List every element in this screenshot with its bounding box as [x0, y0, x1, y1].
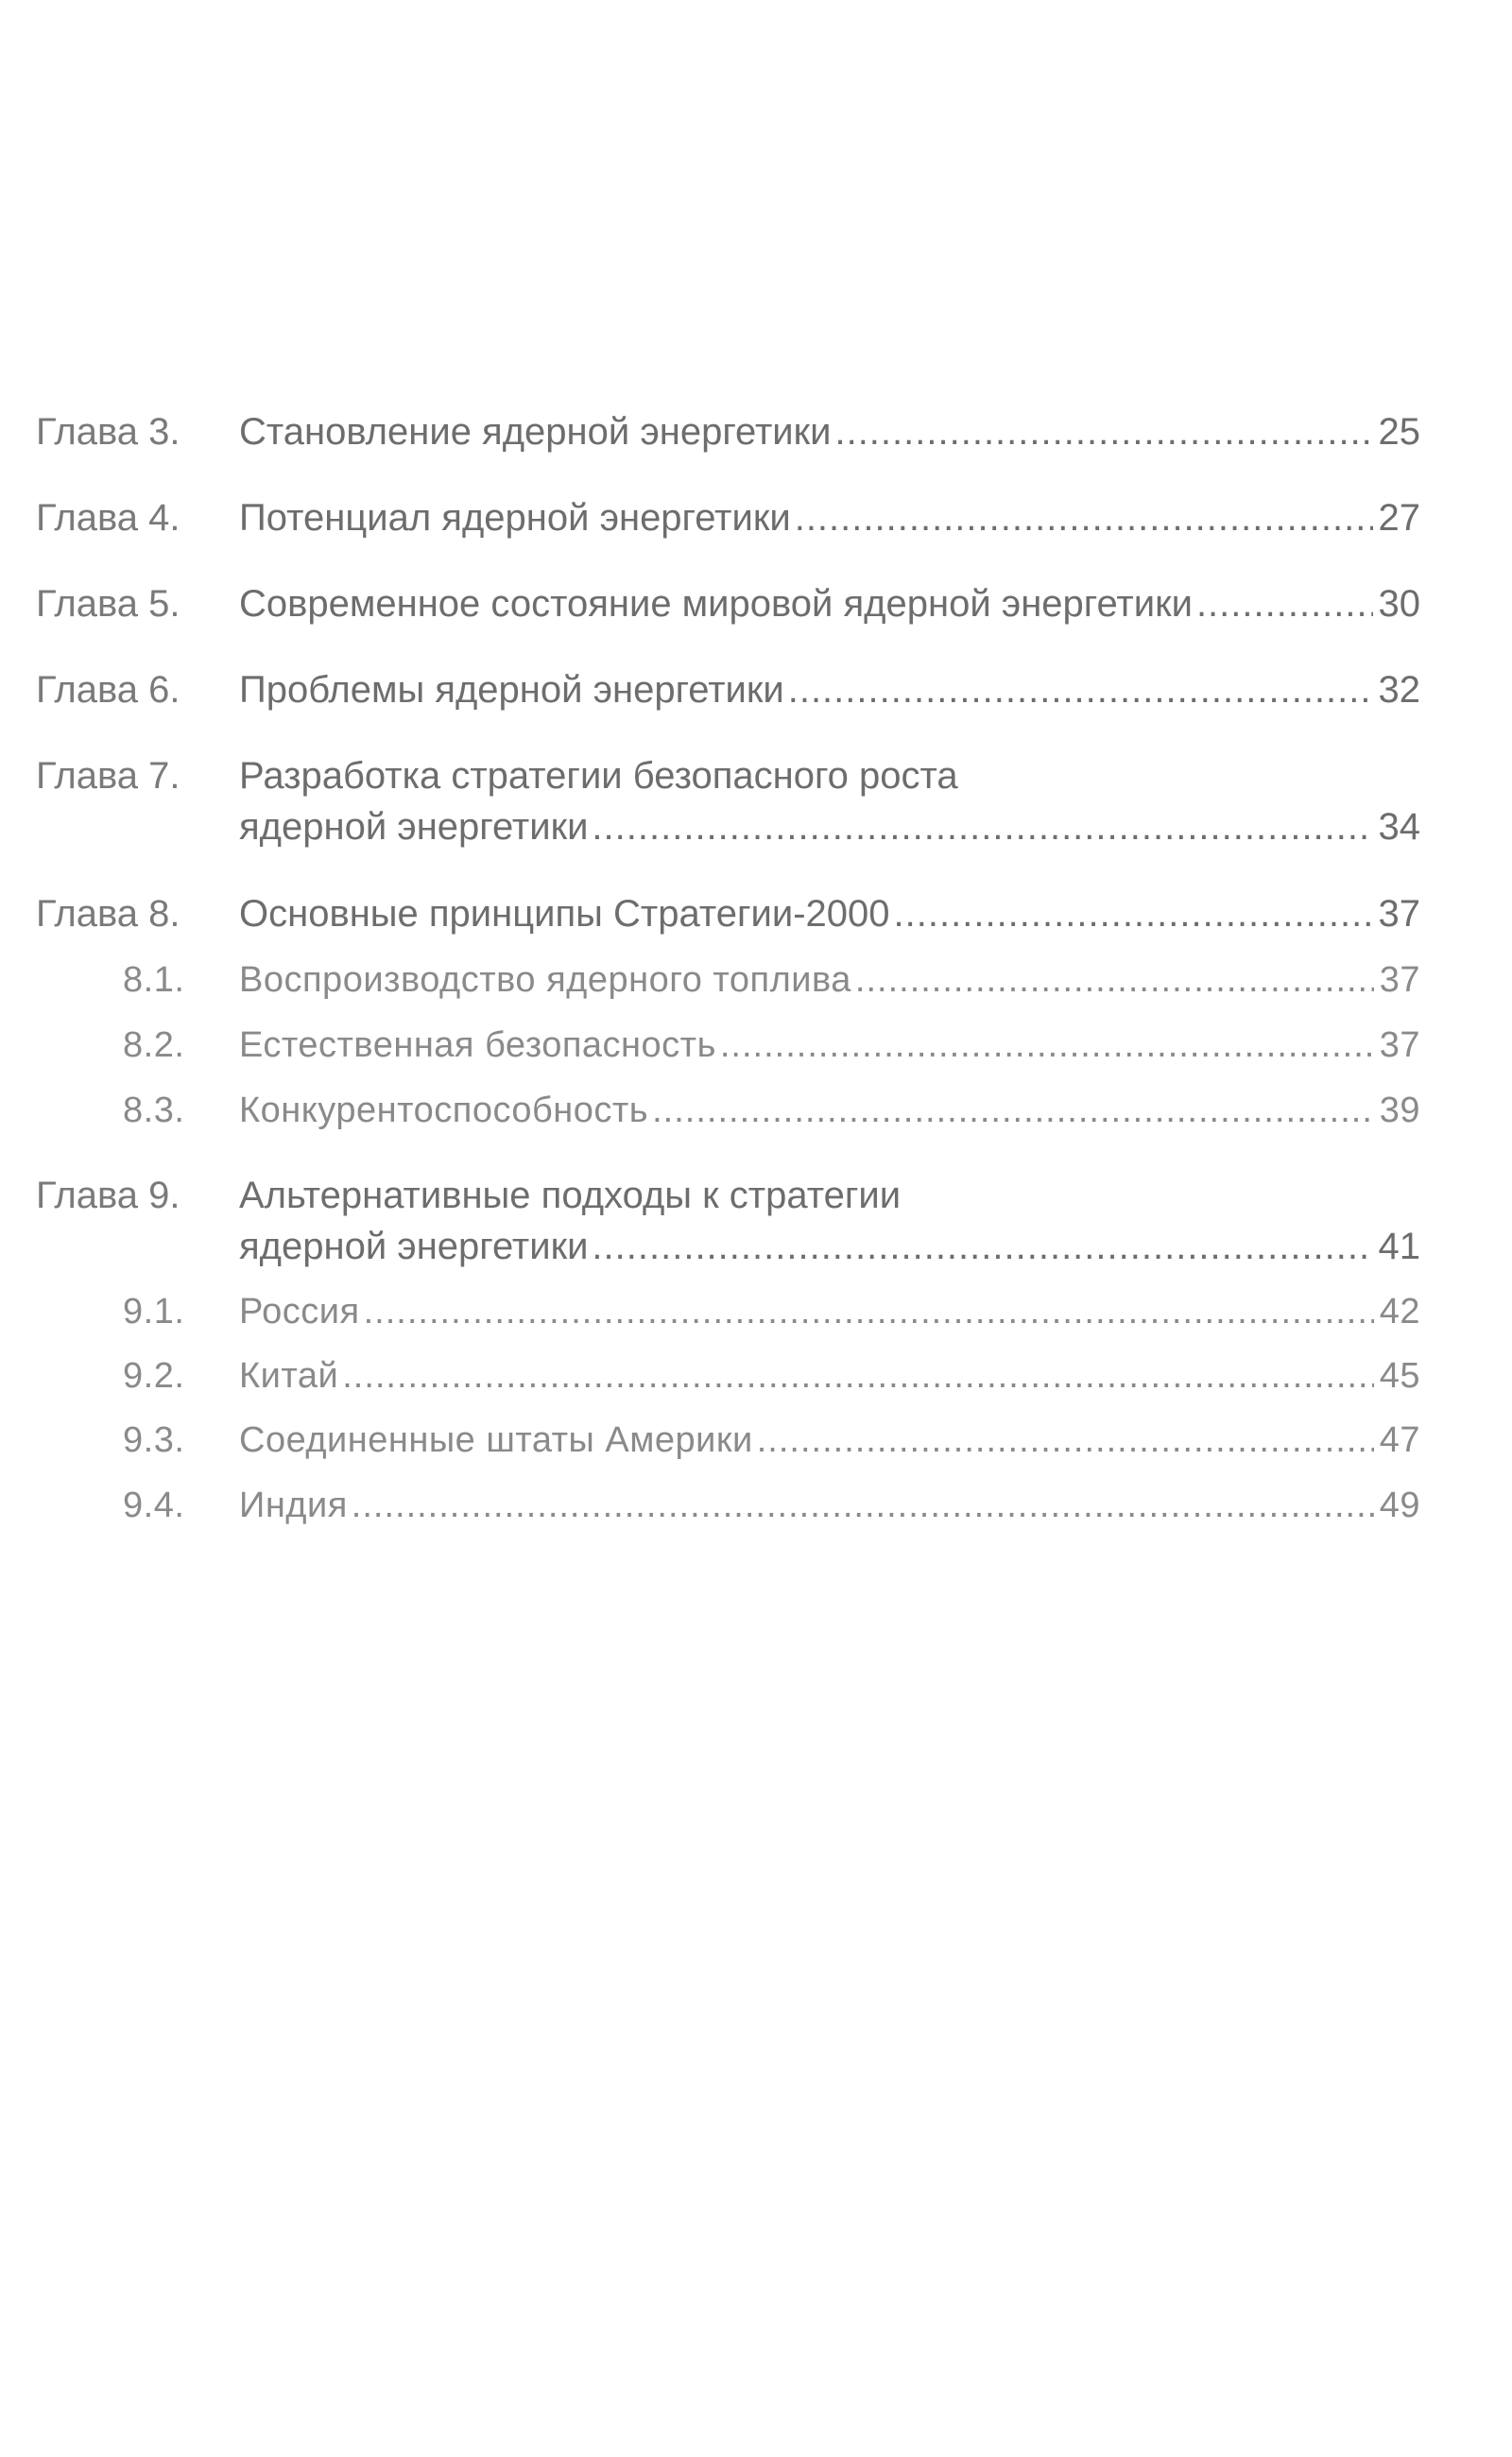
page-number: 37 — [1379, 1025, 1420, 1065]
dot-leader — [795, 492, 1373, 543]
section-title: Индия — [239, 1486, 348, 1525]
page-number: 37 — [1379, 960, 1420, 1000]
section-title: Воспроизводство ядерного топлива — [239, 960, 851, 1000]
chapter-label: Глава 4. — [36, 497, 180, 539]
section-title: Конкурентоспособность — [239, 1091, 649, 1130]
chapter-title-line-1: Разработка стратегии безопасного роста — [239, 755, 958, 797]
section-label: 8.3. — [123, 1091, 185, 1130]
section-label: 9.1. — [123, 1292, 185, 1332]
dot-leader — [894, 888, 1373, 939]
section-label: 8.2. — [123, 1025, 185, 1065]
section-label: 9.2. — [123, 1356, 185, 1396]
chapter-label: Глава 9. — [36, 1175, 180, 1216]
chapter-title: Становление ядерной энергетики — [239, 411, 832, 453]
section-label: 9.3. — [123, 1420, 185, 1460]
page-number: 47 — [1379, 1420, 1420, 1460]
section-title: Соединенные штаты Америки — [239, 1420, 753, 1460]
chapter-title: Потенциал ядерной энергетики — [239, 497, 791, 539]
chapter-title: Проблемы ядерной энергетики — [239, 669, 784, 711]
dot-leader — [342, 1352, 1374, 1400]
section-label: 8.1. — [123, 960, 185, 1000]
page-number: 42 — [1379, 1292, 1420, 1332]
dot-leader — [788, 664, 1373, 715]
page-number: 30 — [1378, 583, 1420, 625]
dot-leader — [592, 1221, 1372, 1272]
chapter-label: Глава 5. — [36, 583, 180, 625]
dot-leader — [757, 1417, 1374, 1464]
page-number: 37 — [1378, 893, 1420, 935]
page-number: 49 — [1379, 1486, 1420, 1525]
dot-leader — [1196, 578, 1373, 629]
chapter-title: Современное состояние мировой ядерной энергетики — [239, 583, 1193, 625]
page-number: 27 — [1378, 497, 1420, 539]
chapter-label: Глава 3. — [36, 411, 180, 453]
page-number: 41 — [1378, 1226, 1420, 1267]
dot-leader — [592, 801, 1372, 852]
page-number: 39 — [1379, 1091, 1420, 1130]
page-number: 32 — [1378, 669, 1420, 711]
dot-leader — [834, 406, 1372, 457]
section-label: 9.4. — [123, 1486, 185, 1525]
chapter-title-line-2: ядерной энергетики — [239, 1226, 589, 1267]
section-title: Россия — [239, 1292, 360, 1332]
section-title: Китай — [239, 1356, 339, 1396]
chapter-label: Глава 6. — [36, 669, 180, 711]
dot-leader — [720, 1022, 1374, 1069]
dot-leader — [855, 956, 1374, 1004]
section-title: Естественная безопасность — [239, 1025, 716, 1065]
chapter-title-line-1: Альтернативные подходы к стратегии — [239, 1175, 902, 1216]
chapter-title-line-2: ядерной энергетики — [239, 806, 589, 848]
page-number: 34 — [1378, 806, 1420, 848]
chapter-title: Основные принципы Стратегии-2000 — [239, 893, 890, 935]
chapter-label: Глава 8. — [36, 893, 180, 935]
dot-leader — [352, 1482, 1374, 1529]
dot-leader — [652, 1087, 1374, 1134]
page-number: 25 — [1378, 411, 1420, 453]
dot-leader — [364, 1288, 1374, 1335]
page-number: 45 — [1379, 1356, 1420, 1396]
chapter-label: Глава 7. — [36, 755, 180, 797]
